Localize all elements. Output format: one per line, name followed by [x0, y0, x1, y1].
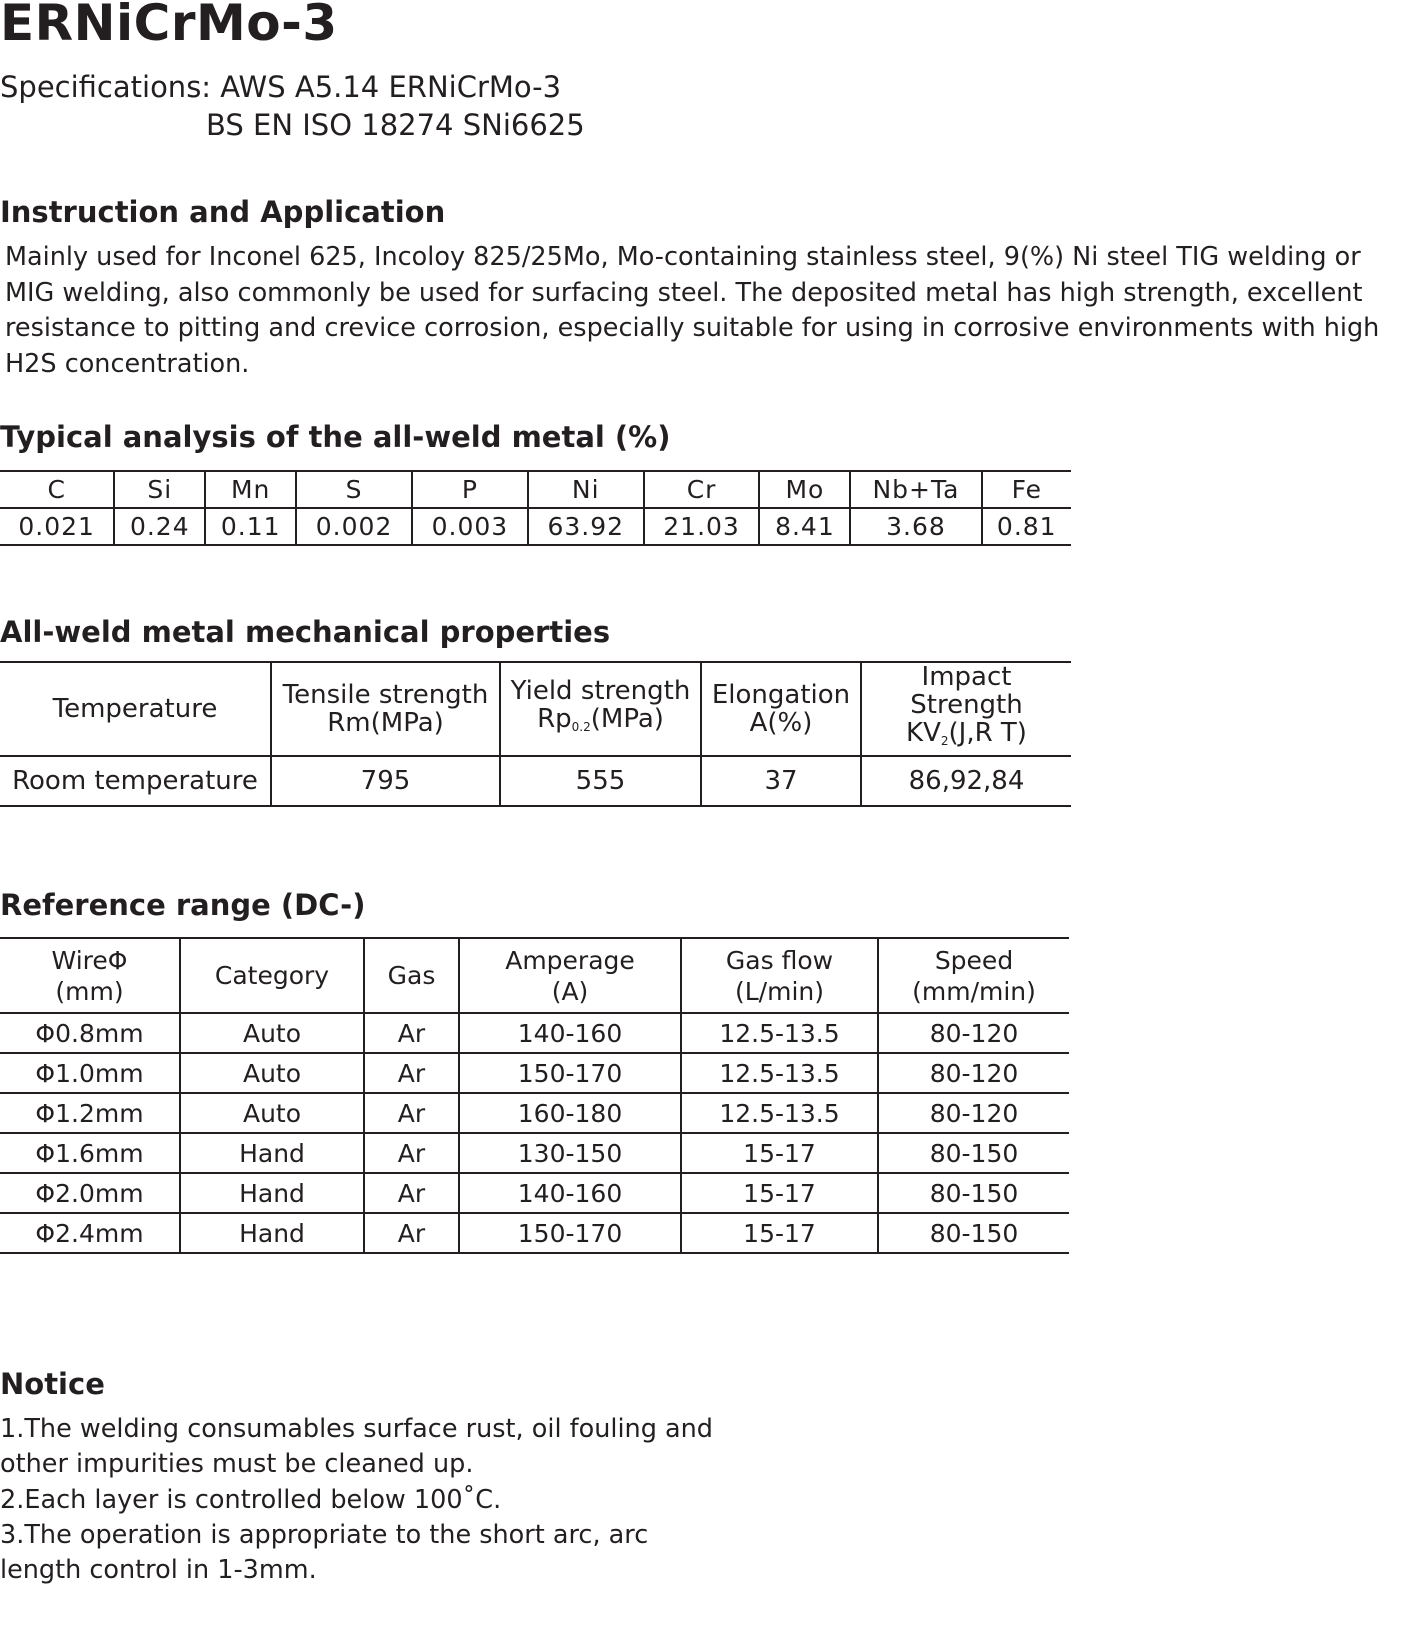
ref-cell-wire: Φ2.4mm: [35, 1218, 144, 1248]
impact-subscript: 2: [940, 734, 949, 748]
ref-cell-gas: Ar: [364, 1013, 459, 1053]
ref-cell-category: Hand: [180, 1133, 364, 1173]
notice-heading: Notice: [0, 1367, 105, 1401]
ref-cell-category: Auto: [180, 1053, 364, 1093]
notice-list: [0, 1412, 720, 1588]
ref-cell-gas: Ar: [364, 1133, 459, 1173]
ref-cell-wire: Φ1.6mm: [35, 1138, 144, 1168]
chem-value-cell: 0.11: [205, 508, 296, 545]
mech-header-elongation-line2: A(%): [749, 708, 813, 738]
ref-cell-gas: Ar: [364, 1053, 459, 1093]
chem-value-cell: 3.68: [850, 508, 981, 545]
notice-item: 3.The operation is appropriate to the short arc, arc length control in 1-3mm.: [0, 1519, 649, 1586]
mech-value-row: [0, 756, 1071, 806]
ref-cell-gas: Ar: [364, 1173, 459, 1213]
ref-cell-category: Hand: [180, 1173, 364, 1213]
table-row: [0, 1093, 1069, 1133]
ref-header-wire-line2: (mm): [55, 976, 124, 1006]
chem-value-cell: 0.021: [18, 512, 95, 541]
table-row: [0, 1053, 1069, 1093]
chem-header-cell: Mn: [205, 471, 296, 508]
mech-header-yield-line1: Yield strength: [510, 676, 691, 706]
mech-header-temperature-label: Temperature: [52, 694, 218, 724]
mech-header-impact-line2: [862, 719, 1071, 755]
mech-header-yield-line2: [501, 705, 700, 741]
mech-header-tensile-line1: Tensile strength: [282, 680, 489, 710]
ref-cell-gasflow: 12.5-13.5: [681, 1053, 878, 1093]
mech-header-elongation-line1: Elongation: [711, 680, 851, 710]
ref-header-amperage: [459, 938, 681, 1013]
mech-header-temperature: [0, 662, 271, 756]
instruction-heading: Instruction and Application: [0, 195, 446, 229]
ref-cell-speed: 80-120: [878, 1053, 1069, 1093]
ref-cell-speed: 80-120: [878, 1093, 1069, 1133]
ref-cell-gasflow: 15-17: [681, 1213, 878, 1253]
ref-cell-wire: Φ2.0mm: [35, 1178, 144, 1208]
ref-cell-speed: 80-150: [878, 1213, 1069, 1253]
mech-header-impact: [861, 662, 1071, 756]
impact-prefix: KV: [906, 718, 941, 748]
yield-suffix: (MPa): [590, 704, 664, 734]
mech-value-elongation: 37: [701, 756, 861, 806]
chem-header-cell: S: [296, 471, 412, 508]
ref-cell-amperage: 160-180: [459, 1093, 681, 1133]
ref-cell-gasflow: 12.5-13.5: [681, 1093, 878, 1133]
ref-header-amperage-line2: (A): [551, 976, 589, 1006]
chem-header-cell: Cr: [644, 471, 760, 508]
ref-header-row: [0, 938, 1069, 1013]
ref-header-speed: [878, 938, 1069, 1013]
mech-value-impact: 86,92,84: [861, 756, 1071, 806]
ref-header-gasflow: [681, 938, 878, 1013]
ref-cell-category: Hand: [180, 1213, 364, 1253]
chem-value-cell: 63.92: [528, 508, 644, 545]
ref-header-speed-line1: Speed: [934, 945, 1014, 975]
impact-suffix: (J,R T): [948, 718, 1027, 748]
ref-cell-amperage: 140-160: [459, 1013, 681, 1053]
page-title: ERNiCrMo-3: [0, 0, 338, 52]
ref-header-speed-line2: (mm/min): [912, 976, 1036, 1006]
mechanical-properties-table: [0, 661, 1071, 807]
ref-header-category: Category: [180, 938, 364, 1013]
ref-header-gasflow-line1: Gas flow: [725, 945, 834, 975]
ref-cell-category: Auto: [180, 1093, 364, 1133]
ref-cell-wire: Φ1.2mm: [35, 1098, 144, 1128]
chem-value-cell: 21.03: [644, 508, 760, 545]
chem-value-cell: 0.002: [296, 508, 412, 545]
analysis-heading: Typical analysis of the all-weld metal (%): [0, 420, 671, 454]
mech-header-elongation: [701, 662, 861, 756]
chem-header-cell: Fe: [982, 471, 1071, 508]
chem-header-cell: Nb+Ta: [850, 471, 981, 508]
ref-cell-speed: 80-150: [878, 1173, 1069, 1213]
chem-value-cell: 0.003: [412, 508, 528, 545]
ref-cell-amperage: 150-170: [459, 1213, 681, 1253]
mech-header-row: [0, 662, 1071, 756]
chem-header-cell: C: [47, 475, 66, 504]
table-row: [0, 1133, 1069, 1173]
table-row: [0, 1173, 1069, 1213]
ref-cell-gasflow: 15-17: [681, 1173, 878, 1213]
ref-header-amperage-line1: Amperage: [505, 945, 635, 975]
reference-heading: Reference range (DC-): [0, 888, 366, 922]
ref-header-gas: Gas: [364, 938, 459, 1013]
chem-header-cell: Ni: [528, 471, 644, 508]
mech-value-temperature: Room temperature: [12, 766, 258, 796]
mech-header-impact-line1: Impact Strength: [910, 662, 1023, 720]
ref-cell-speed: 80-150: [878, 1133, 1069, 1173]
chem-value-cell: 0.81: [982, 508, 1071, 545]
mech-header-tensile-line2: Rm(MPa): [327, 708, 444, 738]
specifications: [0, 68, 585, 144]
ref-cell-gasflow: 12.5-13.5: [681, 1013, 878, 1053]
spec-value-2: BS EN ISO 18274 SNi6625: [206, 108, 585, 142]
spec-value-1: AWS A5.14 ERNiCrMo-3: [220, 70, 562, 104]
chem-value-cell: 8.41: [759, 508, 850, 545]
instruction-text: Mainly used for Inconel 625, Incoloy 825/25Mo, Mo-containing stainless steel, 9(%) Ni steel TIG welding or MIG welding, also commonly be used for surfacing steel. The deposited metal has high strength, excellent resistance to pitting and crevice corrosion, especially suitable for using in corrosive environments with high H2S concentration.: [5, 242, 1380, 379]
spec-label: Specifications:: [0, 70, 212, 104]
mech-value-tensile: 795: [271, 756, 500, 806]
chem-value-cell: 0.24: [114, 508, 205, 545]
table-row: [0, 1013, 1069, 1053]
ref-cell-amperage: 150-170: [459, 1053, 681, 1093]
spec-line-1: [0, 68, 585, 106]
ref-cell-wire: Φ0.8mm: [35, 1018, 144, 1048]
ref-header-wire-line1: WireΦ: [51, 945, 128, 975]
ref-cell-gas: Ar: [364, 1213, 459, 1253]
notice-item: 1.The welding consumables surface rust, oil fouling and other impurities must be cleaned up.: [0, 1414, 713, 1480]
yield-prefix: Rp: [537, 704, 572, 734]
chem-header-row: [0, 471, 1071, 508]
ref-cell-gas: Ar: [364, 1093, 459, 1133]
chemical-analysis-table: [0, 470, 1071, 546]
chem-value-row: [0, 508, 1071, 545]
ref-header-gasflow-line2: (L/min): [734, 976, 824, 1006]
yield-subscript: 0.2: [571, 720, 591, 734]
ref-cell-gasflow: 15-17: [681, 1133, 878, 1173]
chem-header-cell: Si: [114, 471, 205, 508]
ref-cell-amperage: 140-160: [459, 1173, 681, 1213]
ref-cell-wire: Φ1.0mm: [35, 1058, 144, 1088]
ref-cell-amperage: 130-150: [459, 1133, 681, 1173]
mech-value-yield: 555: [500, 756, 701, 806]
ref-cell-speed: 80-120: [878, 1013, 1069, 1053]
mech-header-yield: [500, 662, 701, 756]
reference-range-table: [0, 937, 1069, 1254]
chem-header-cell: Mo: [759, 471, 850, 508]
mech-header-tensile: [271, 662, 500, 756]
notice-item: 2.Each layer is controlled below 100˚C.: [0, 1484, 502, 1515]
table-row: [0, 1213, 1069, 1253]
ref-cell-category: Auto: [180, 1013, 364, 1053]
chem-header-cell: P: [412, 471, 528, 508]
ref-header-wire: [0, 938, 180, 1013]
mechanical-heading: All-weld metal mechanical properties: [0, 615, 611, 649]
